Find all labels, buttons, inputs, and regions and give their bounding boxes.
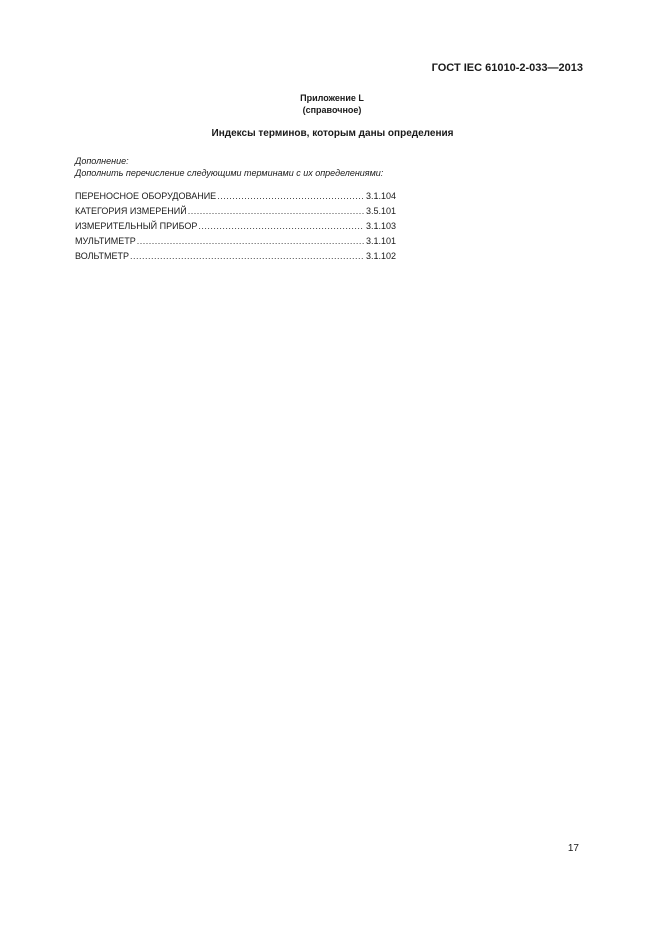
- dot-leader: [130, 249, 364, 264]
- amendment-note: [75, 155, 383, 179]
- page-title: Индексы терминов, которым даны определения: [211, 128, 454, 139]
- index-term: ВОЛЬТМЕТР: [75, 251, 130, 261]
- dot-leader: [217, 189, 364, 204]
- index-term: ПЕРЕНОСНОЕ ОБОРУДОВАНИЕ: [75, 191, 217, 201]
- index-reference: 3.1.101: [365, 236, 396, 246]
- document-code: ГОСТ IEC 61010-2-033—2013: [431, 62, 583, 74]
- dot-leader: [198, 219, 364, 234]
- index-entry: [75, 249, 396, 264]
- index-entry: [75, 189, 396, 204]
- dot-leader: [188, 204, 364, 219]
- index-reference: 3.1.102: [365, 251, 396, 261]
- index-entry: [75, 219, 396, 234]
- appendix-heading: [0, 92, 661, 116]
- index-reference: 3.1.103: [365, 221, 396, 231]
- index-reference: 3.5.101: [365, 206, 396, 216]
- index-entry: [75, 204, 396, 219]
- index-term: ИЗМЕРИТЕЛЬНЫЙ ПРИБОР: [75, 221, 198, 231]
- index-entry: [75, 234, 396, 249]
- index-term: КАТЕГОРИЯ ИЗМЕРЕНИЙ: [75, 206, 187, 216]
- amendment-text: Дополнить перечисление следующими терминами с их определениями:: [75, 168, 384, 178]
- dot-leader: [137, 234, 364, 249]
- appendix-subtitle: (справочное): [302, 105, 362, 115]
- index-term: МУЛЬТИМЕТР: [75, 236, 136, 246]
- index-reference: 3.1.104: [365, 191, 396, 201]
- appendix-title: Приложение L: [300, 93, 364, 103]
- page-number: 17: [567, 843, 579, 854]
- term-index-list: [75, 189, 396, 264]
- amendment-label: Дополнение:: [75, 156, 129, 166]
